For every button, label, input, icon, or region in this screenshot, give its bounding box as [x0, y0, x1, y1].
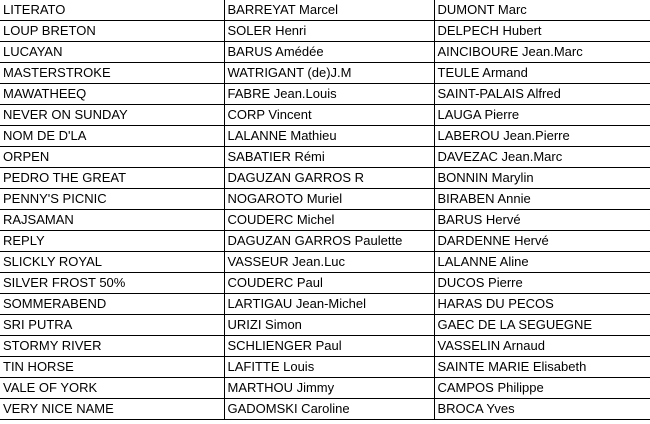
table-row [0, 273, 650, 294]
table-row [0, 168, 650, 189]
breeder-cell: LALANNE Aline [434, 252, 650, 273]
owner-cell: COUDERC Paul [224, 273, 434, 294]
breeder-cell: HARAS DU PECOS [434, 294, 650, 315]
horse-name-cell: MASTERSTROKE [0, 63, 224, 84]
owner-cell: SABATIER Rémi [224, 147, 434, 168]
horse-name-cell: NEVER ON SUNDAY [0, 105, 224, 126]
horse-name-cell: MAWATHEEQ [0, 84, 224, 105]
table-row [0, 252, 650, 273]
owner-cell: CORP Vincent [224, 105, 434, 126]
breeder-cell: BROCA Yves [434, 399, 650, 420]
horse-name-cell: SOMMERABEND [0, 294, 224, 315]
breeder-cell: BIRABEN Annie [434, 189, 650, 210]
breeder-cell: CAMPOS Philippe [434, 378, 650, 399]
breeder-cell: GAEC DE LA SEGUEGNE [434, 315, 650, 336]
breeder-cell: DARDENNE Hervé [434, 231, 650, 252]
table-row [0, 42, 650, 63]
horse-name-cell: RAJSAMAN [0, 210, 224, 231]
breeder-cell: SAINTE MARIE Elisabeth [434, 357, 650, 378]
breeder-cell: LAUGA Pierre [434, 105, 650, 126]
breeder-cell: BARUS Hervé [434, 210, 650, 231]
owner-cell: BARUS Amédée [224, 42, 434, 63]
breeder-cell: AINCIBOURE Jean.Marc [434, 42, 650, 63]
table-row [0, 105, 650, 126]
owner-cell: LARTIGAU Jean-Michel [224, 294, 434, 315]
horse-name-cell: NOM DE D'LA [0, 126, 224, 147]
horse-name-cell: STORMY RIVER [0, 336, 224, 357]
table-row [0, 189, 650, 210]
owner-cell: DAGUZAN GARROS R [224, 168, 434, 189]
owner-cell: MARTHOU Jimmy [224, 378, 434, 399]
breeder-cell: DUCOS Pierre [434, 273, 650, 294]
horse-name-cell: REPLY [0, 231, 224, 252]
horse-name-cell: PENNY'S PICNIC [0, 189, 224, 210]
owner-cell: SCHLIENGER Paul [224, 336, 434, 357]
owner-cell: URIZI Simon [224, 315, 434, 336]
table-row [0, 336, 650, 357]
table-row [0, 147, 650, 168]
table-row [0, 0, 650, 21]
owner-cell: BARREYAT Marcel [224, 0, 434, 21]
owner-cell: NOGAROTO Muriel [224, 189, 434, 210]
owner-cell: COUDERC Michel [224, 210, 434, 231]
horse-name-cell: SRI PUTRA [0, 315, 224, 336]
table-row [0, 63, 650, 84]
horse-name-cell: VERY NICE NAME [0, 399, 224, 420]
breeder-cell: BONNIN Marylin [434, 168, 650, 189]
owner-cell: GADOMSKI Caroline [224, 399, 434, 420]
horse-name-cell: VALE OF YORK [0, 378, 224, 399]
breeder-cell: LABEROU Jean.Pierre [434, 126, 650, 147]
owner-cell: WATRIGANT (de)J.M [224, 63, 434, 84]
table-row [0, 294, 650, 315]
table-row [0, 210, 650, 231]
horse-name-cell: ORPEN [0, 147, 224, 168]
table-row [0, 378, 650, 399]
table-row [0, 126, 650, 147]
horse-name-cell: TIN HORSE [0, 357, 224, 378]
owner-cell: VASSEUR Jean.Luc [224, 252, 434, 273]
table-row [0, 315, 650, 336]
table-row [0, 399, 650, 420]
horse-name-cell: SLICKLY ROYAL [0, 252, 224, 273]
breeder-cell: VASSELIN Arnaud [434, 336, 650, 357]
horse-name-cell: SILVER FROST 50% [0, 273, 224, 294]
table-row [0, 84, 650, 105]
breeder-cell: TEULE Armand [434, 63, 650, 84]
owner-cell: DAGUZAN GARROS Paulette [224, 231, 434, 252]
table-row [0, 231, 650, 252]
owner-cell: FABRE Jean.Louis [224, 84, 434, 105]
table-row [0, 21, 650, 42]
breeder-cell: SAINT-PALAIS Alfred [434, 84, 650, 105]
horse-name-cell: LITERATO [0, 0, 224, 21]
breeder-cell: DAVEZAC Jean.Marc [434, 147, 650, 168]
horse-name-cell: PEDRO THE GREAT [0, 168, 224, 189]
table-row [0, 357, 650, 378]
owner-cell: LALANNE Mathieu [224, 126, 434, 147]
breeder-cell: DELPECH Hubert [434, 21, 650, 42]
horse-name-cell: LUCAYAN [0, 42, 224, 63]
breeder-cell: DUMONT Marc [434, 0, 650, 21]
owner-cell: SOLER Henri [224, 21, 434, 42]
owner-cell: LAFITTE Louis [224, 357, 434, 378]
horse-name-cell: LOUP BRETON [0, 21, 224, 42]
